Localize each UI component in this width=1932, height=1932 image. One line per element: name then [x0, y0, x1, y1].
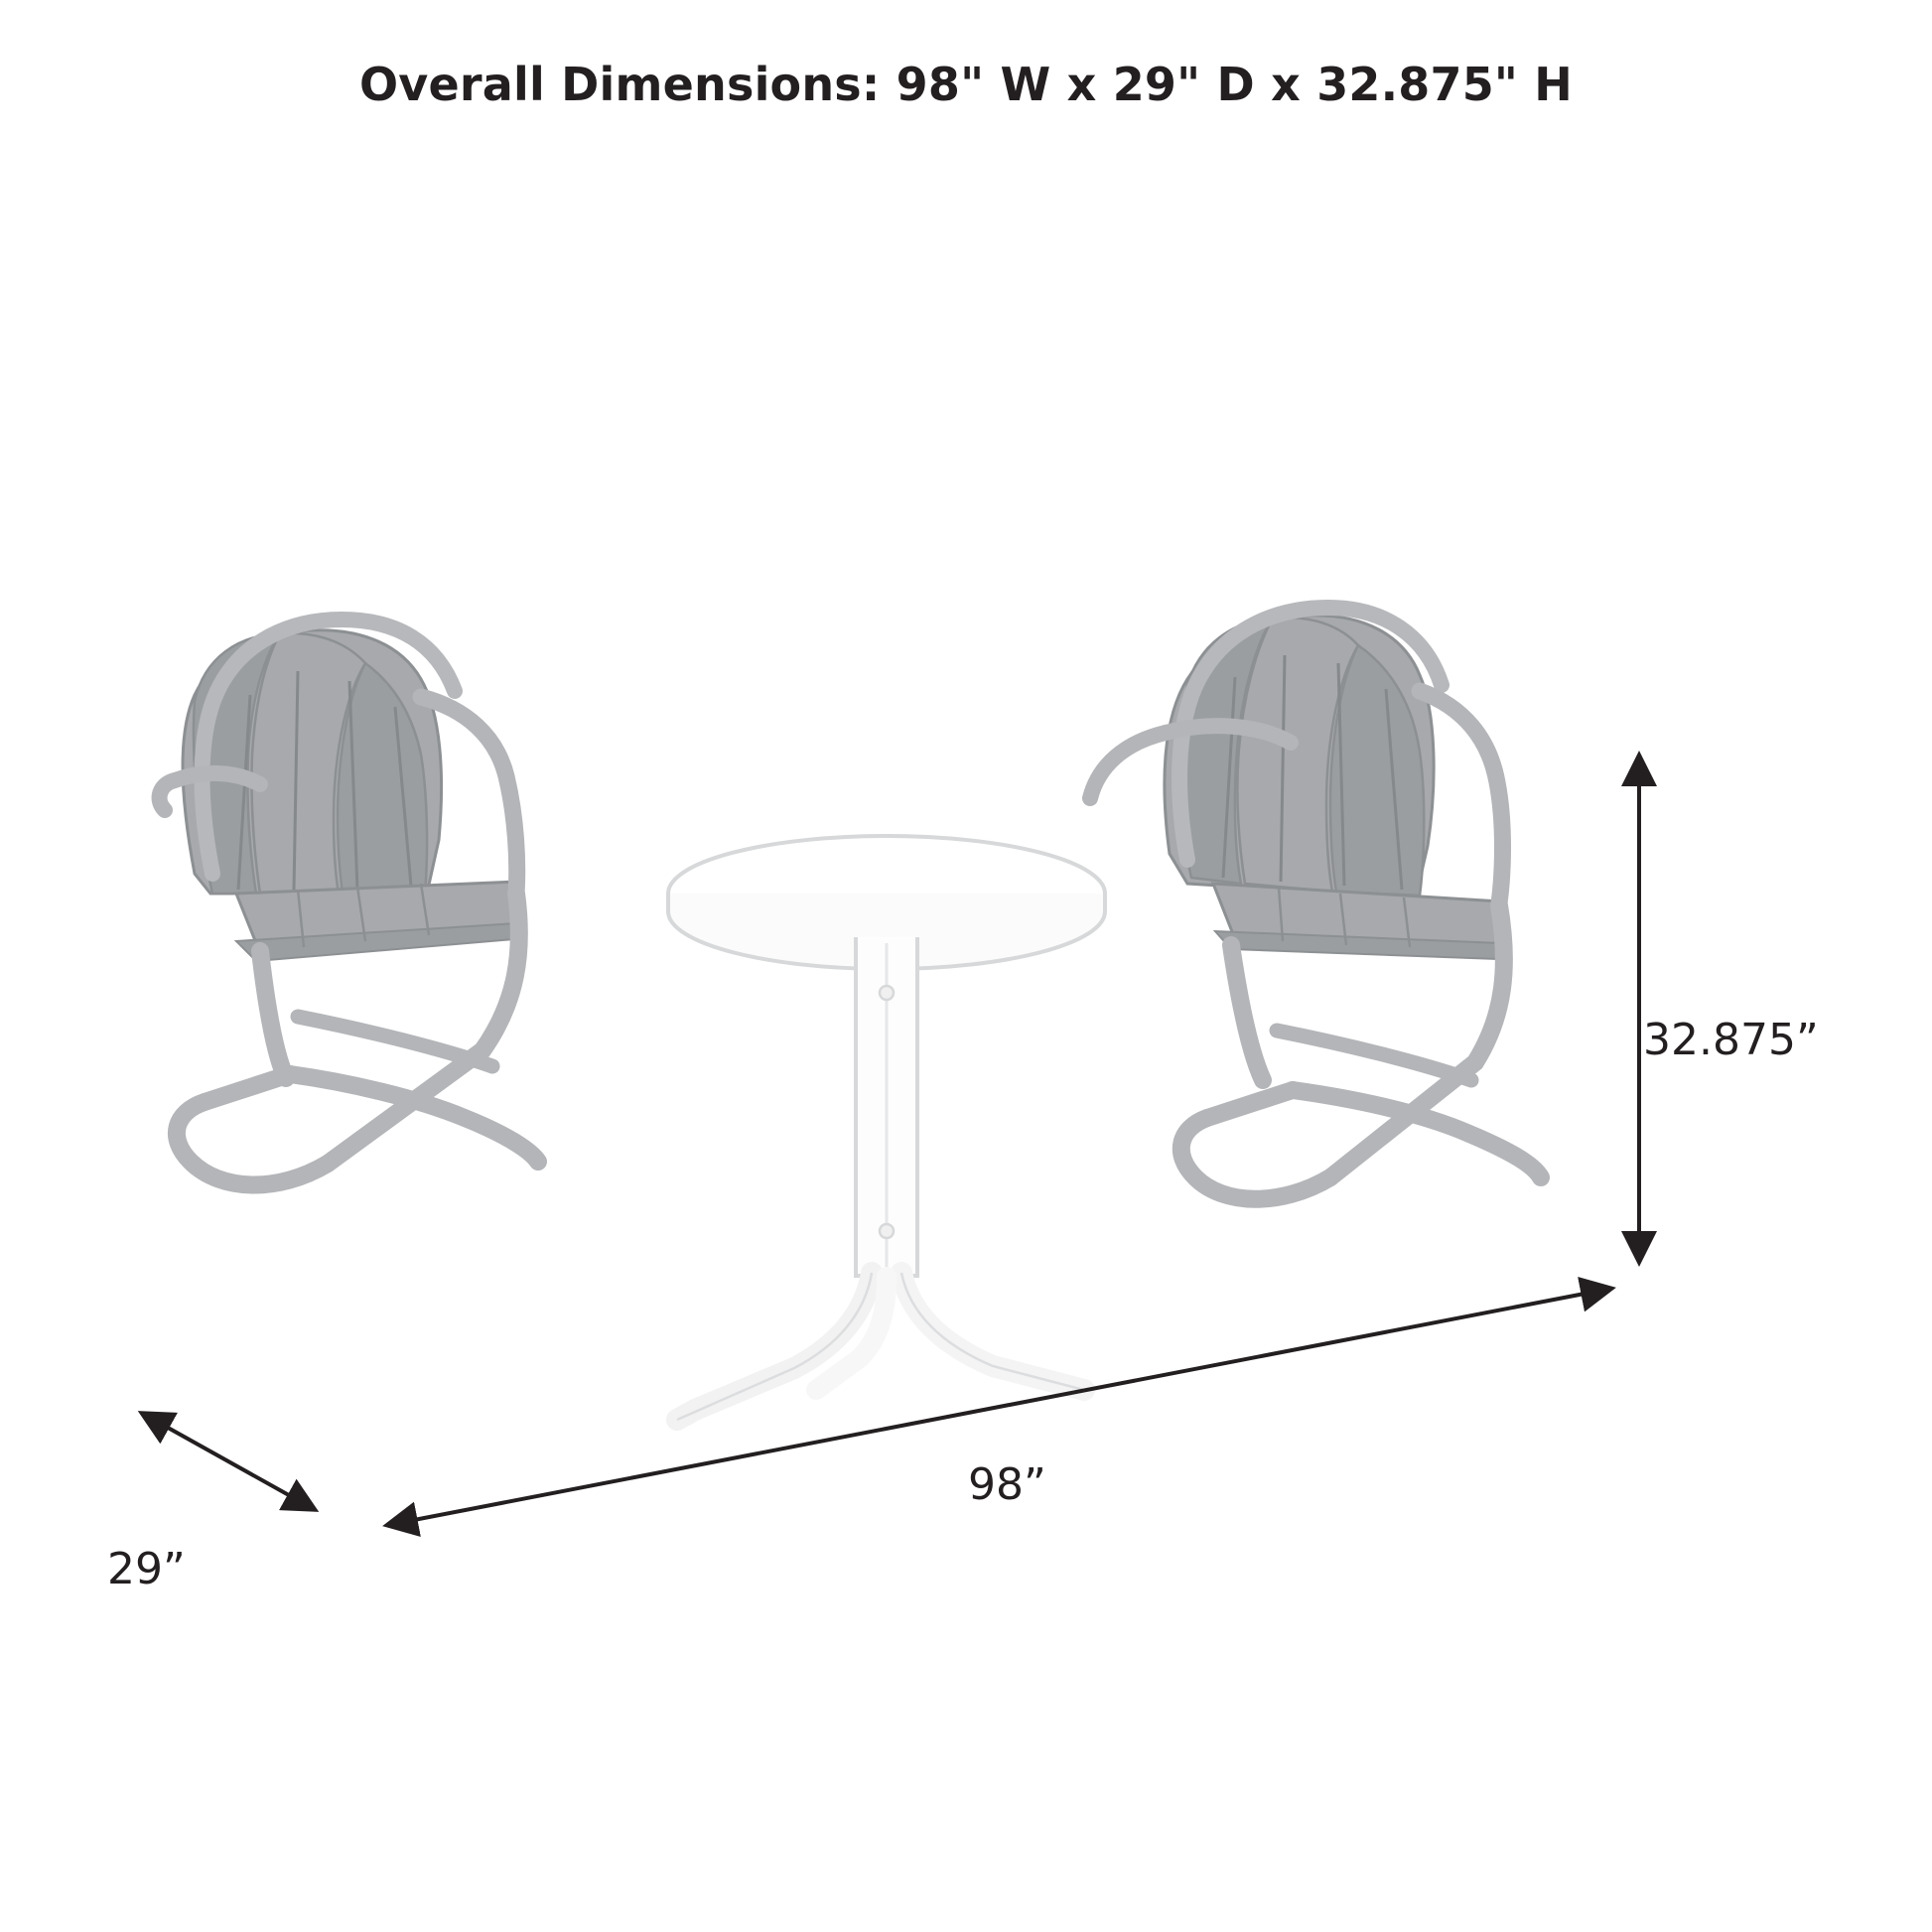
- chair-right: [1090, 608, 1541, 1199]
- table-center: [668, 836, 1105, 1420]
- width-dimension-label: 98”: [968, 1459, 1046, 1510]
- chair-left: [160, 620, 538, 1185]
- page-title: Overall Dimensions: 98" W x 29" D x 32.875" H: [359, 58, 1573, 111]
- depth-dimension-arrow: [143, 1414, 314, 1509]
- depth-dimension-label: 29”: [107, 1544, 186, 1594]
- height-dimension-label: 32.875”: [1643, 1015, 1819, 1065]
